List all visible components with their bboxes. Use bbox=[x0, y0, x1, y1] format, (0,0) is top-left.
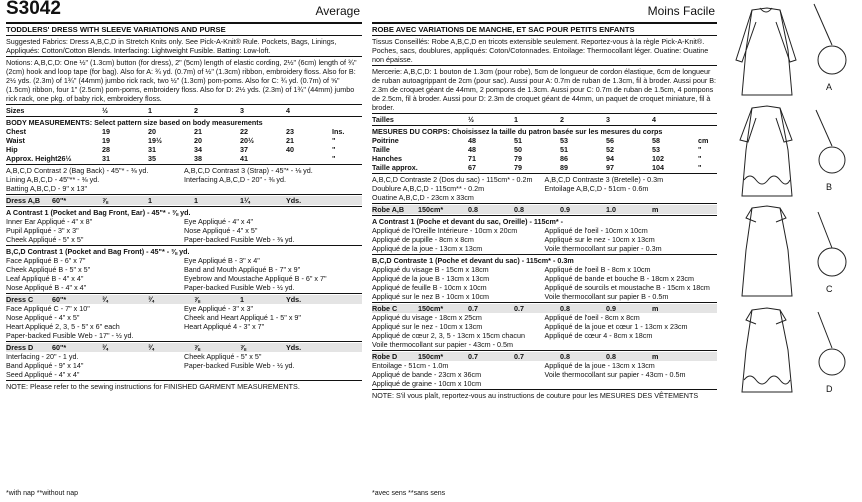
applique-item: Appliqué du visage - 18cm x 25cm bbox=[372, 313, 482, 322]
measurement-label: Approx. Height26½ bbox=[6, 154, 72, 163]
measurement-unit: " bbox=[332, 136, 336, 145]
yardage-value: 0.8 bbox=[606, 352, 616, 361]
measurement-value: 104 bbox=[652, 163, 664, 172]
yardage-label: Dress D bbox=[6, 343, 34, 352]
measurement-value: 34 bbox=[194, 145, 202, 154]
applique-item: Paper-backed Fusible Web - ⅜ yd. bbox=[184, 235, 295, 244]
yardage-unit: m bbox=[652, 205, 659, 214]
yardage-label: Robe C bbox=[372, 304, 398, 313]
contrast-item: A,B,C,D Contrast 3 (Strap) - 45"* - ⅛ yd. bbox=[184, 166, 313, 175]
yardage-unit: m bbox=[652, 304, 659, 313]
yardage-row bbox=[6, 295, 362, 304]
yardage-value: 1¼ bbox=[240, 196, 250, 205]
contrast-fabrics-fr bbox=[372, 175, 717, 202]
yardage-value: 1 bbox=[240, 295, 244, 304]
yardage-unit: Yds. bbox=[286, 295, 302, 304]
yardage-value: 0.7 bbox=[514, 304, 524, 313]
size-cell: 1 bbox=[514, 115, 518, 124]
measurement-value: 40 bbox=[286, 145, 294, 154]
measurement-unit: cm bbox=[698, 136, 709, 145]
view-label-a: A bbox=[826, 82, 833, 92]
measurement-value: 38 bbox=[194, 154, 202, 163]
view-c-illustration bbox=[742, 206, 846, 296]
applique-item: Appliqué de l'oeil B - 8cm x 10cm bbox=[544, 265, 651, 274]
applique-item: Appliqué de cœur 4 - 8cm x 18cm bbox=[544, 331, 653, 340]
pattern-code: S3042 bbox=[6, 0, 61, 19]
nap-footer-fr: *avec sens **sans sens bbox=[372, 490, 446, 497]
section-b-title-fr: B,C,D Contraste 1 (Poche et devant du sac) - 115cm* - 0.3m bbox=[372, 256, 574, 265]
measurement-value: 53 bbox=[560, 136, 568, 145]
measurement-label: Hip bbox=[6, 145, 18, 154]
applique-item: Cheek Appliqué B - 5" x 5" bbox=[6, 265, 91, 274]
measurement-row bbox=[6, 154, 362, 163]
view-label-b: B bbox=[826, 182, 833, 192]
measurement-value bbox=[286, 154, 332, 163]
measurement-value: 31 bbox=[148, 145, 156, 154]
english-header bbox=[6, 0, 362, 24]
measurement-value: 28 bbox=[102, 145, 110, 154]
applique-item: Heart Appliqué 4 - 3" x 7" bbox=[184, 322, 265, 331]
contrast-item: Lining A,B,C,D - 45"** - ⅜ yd. bbox=[6, 175, 100, 184]
applique-item: Entoilage - 51cm - 1.0m bbox=[372, 361, 449, 370]
yardage-unit: Yds. bbox=[286, 343, 302, 352]
contrast-item: Doublure A,B,C,D - 115cm** - 0.2m bbox=[372, 184, 485, 193]
size-cell: ½ bbox=[468, 115, 474, 124]
applique-item: Paper-backed Fusible Web - 17" - ½ yd. bbox=[6, 331, 134, 340]
fabric-width: 60"* bbox=[52, 295, 67, 304]
applique-item: Appliqué de graine - 10cm x 10cm bbox=[372, 379, 482, 388]
measurement-value: 35 bbox=[148, 154, 156, 163]
applique-item: Eye Appliqué B - 3" x 4" bbox=[184, 256, 260, 265]
contrast-item: Interfacing A,B,C,D - 20" - ⅜ yd. bbox=[184, 175, 287, 184]
yardage-value: 0.8 bbox=[560, 352, 570, 361]
measurement-label: Taille approx. bbox=[372, 163, 418, 172]
measurement-unit: " bbox=[698, 163, 702, 172]
applique-item: Band and Mouth Appliqué B - 7" x 9" bbox=[184, 265, 301, 274]
measurement-label: Waist bbox=[6, 136, 25, 145]
yardage-value: ¾ bbox=[102, 343, 108, 352]
applique-item: Appliqué sur le nez - 10cm x 13cm bbox=[372, 322, 483, 331]
measurement-label: Taille bbox=[372, 145, 390, 154]
sizes-row bbox=[372, 115, 717, 124]
measurement-value: 19 bbox=[102, 127, 110, 136]
yardage-unit: Yds. bbox=[286, 196, 302, 205]
english-column bbox=[6, 0, 362, 391]
applique-item: Inner Ear Appliqué - 4" x 8" bbox=[6, 217, 93, 226]
measurement-value: 67 bbox=[468, 163, 476, 172]
yardage-unit: m bbox=[652, 352, 659, 361]
yardage-label: Robe A,B bbox=[372, 205, 405, 214]
measurement-value: 89 bbox=[560, 163, 568, 172]
measurement-row bbox=[6, 145, 362, 154]
fabric-width: 150cm* bbox=[418, 205, 444, 214]
yardage-value: 1 bbox=[194, 196, 198, 205]
yardage-value: 0.8 bbox=[468, 205, 478, 214]
applique-item: Appliqué de feuille B - 10cm x 10cm bbox=[372, 283, 487, 292]
yardage-value: 0.7 bbox=[468, 352, 478, 361]
size-cell: 1 bbox=[148, 106, 152, 115]
yardage-label: Dress C bbox=[6, 295, 34, 304]
measurement-value: 97 bbox=[606, 163, 614, 172]
measurement-unit: " bbox=[698, 154, 702, 163]
size-cell: 3 bbox=[606, 115, 610, 124]
fabric-width: 150cm* bbox=[418, 304, 444, 313]
suggested-fabrics: Suggested Fabrics: Dress A,B,C,D in Stretch Knits only. See Pick-A-Knit® Rule. Pockets, Bags, Linings, Appliqués: Cotton/Cotton Blends. Interfacing: Lightweight Fusible. Batting: Low-loft. bbox=[6, 37, 337, 55]
measurement-unit: Ins. bbox=[332, 127, 345, 136]
contrast-item: Batting A,B,C,D - 9" x 13" bbox=[6, 184, 88, 193]
yardage-value: 0.8 bbox=[514, 205, 524, 214]
measurement-value: 86 bbox=[560, 154, 568, 163]
yardage-value: 0.7 bbox=[514, 352, 524, 361]
applique-item: Nose Appliqué B - 4" x 4" bbox=[6, 283, 87, 292]
applique-item: Appliqué sur le nez - 10cm x 13cm bbox=[544, 235, 655, 244]
applique-item: Appliqué du visage B - 15cm x 18cm bbox=[372, 265, 489, 274]
yardage-row bbox=[6, 196, 362, 205]
contrast-item: A,B,C,D Contrast 2 (Bag Back) - 45"* - ⅜ yd. bbox=[6, 166, 149, 175]
difficulty-level: Average bbox=[315, 4, 360, 18]
yardage-value: 1.0 bbox=[606, 205, 616, 214]
mercerie: Mercerie: A,B,C,D: 1 bouton de 1.3cm (pour robe), 5cm de longueur de cordon élastique, 6cm de longueur de ruban autoagrippant de 2cm (pour sac). Aussi pour A: 0.7m de ruban de 1.3cm, fil à broder. Aussi pour B: 2.3m de croquet géant de 44mm, 2 pompons de 1.3cm. Aussi pour C: 0.7m de ruban de 1.5cm, 4 pompons de 2.5cm, fil à broder. Aussi pour D: 2.3m de croquet géant de 44mm, un paquet de croquet miniature, fil à broder. bbox=[372, 67, 717, 112]
fabric-width: 150cm* bbox=[418, 352, 444, 361]
difficulty-level-fr: Moins Facile bbox=[647, 4, 715, 18]
applique-item: Paper-backed Fusible Web - ½ yd. bbox=[184, 283, 295, 292]
applique-item: Voile thermocollant sur papier - 43cm - 0.5m bbox=[544, 370, 686, 379]
measurement-value: 23 bbox=[286, 127, 294, 136]
nap-footer-en: *with nap **without nap bbox=[6, 490, 78, 497]
applique-item: Heart Appliqué 2, 3, 5 - 5" x 6" each bbox=[6, 322, 120, 331]
applique-item: Paper-backed Fusible Web - ½ yd. bbox=[184, 361, 295, 370]
yardage-value: ¾ bbox=[148, 343, 154, 352]
measurement-value: 21 bbox=[194, 127, 202, 136]
yardage-row bbox=[372, 352, 717, 361]
applique-item: Face Appliqué B - 6" x 7" bbox=[6, 256, 86, 265]
fabric-width: 60"* bbox=[52, 196, 67, 205]
measurement-value: 31 bbox=[102, 154, 110, 163]
mesures-title: MESURES DU CORPS: Choisissez la taille du patron basée sur les mesures du corps bbox=[372, 127, 663, 136]
yardage-value: ⅞ bbox=[240, 343, 246, 352]
applique-item: Leaf Appliqué B - 4" x 4" bbox=[6, 274, 84, 283]
measurement-unit: " bbox=[332, 145, 336, 154]
measurement-label: Chest bbox=[6, 127, 26, 136]
measurement-label: Poitrine bbox=[372, 136, 399, 145]
measurement-label: Hanches bbox=[372, 154, 402, 163]
measurement-row bbox=[6, 136, 362, 145]
view-b-illustration bbox=[740, 106, 845, 196]
applique-item: Eye Appliqué - 4" x 4" bbox=[184, 217, 254, 226]
measurement-value: 41 bbox=[240, 154, 248, 163]
applique-item: Cheek and Heart Appliqué 1 - 5" x 9" bbox=[184, 313, 301, 322]
applique-item: Interfacing - 20" - 1 yd. bbox=[6, 352, 79, 361]
applique-item: Appliqué de l'oeil - 8cm x 8cm bbox=[544, 313, 640, 322]
yardage-value: 0.7 bbox=[468, 304, 478, 313]
yardage-label: Dress A,B bbox=[6, 196, 41, 205]
applique-item: Face Appliqué C - 7" x 10" bbox=[6, 304, 90, 313]
measurement-value: 71 bbox=[468, 154, 476, 163]
finished-note-fr: NOTE: S'il vous plaît, reportez-vous au instructions de couture pour les MESURES DES VÊTEMENTS bbox=[372, 391, 699, 400]
applique-item: Band Appliqué - 9" x 14" bbox=[6, 361, 84, 370]
english-title: TODDLERS' DRESS WITH SLEEVE VARIATIONS AND PURSE bbox=[6, 25, 226, 34]
fabric-width: 60"* bbox=[52, 343, 67, 352]
size-cell: ½ bbox=[102, 106, 108, 115]
applique-item: Appliqué de cœur 2, 3, 5 - 13cm x 15cm chacun bbox=[372, 331, 526, 340]
measurement-row bbox=[372, 145, 717, 154]
yardage-row bbox=[372, 304, 717, 313]
finished-note: NOTE: Please refer to the sewing instructions for FINISHED GARMENT MEASUREMENTS. bbox=[6, 382, 300, 391]
measurement-value: 79 bbox=[514, 154, 522, 163]
measurement-row bbox=[372, 136, 717, 145]
body-measurements-title: BODY MEASUREMENTS: Select pattern size based on body measurements bbox=[6, 118, 263, 127]
applique-item: Appliqué de bande - 23cm x 36cm bbox=[372, 370, 482, 379]
view-d-illustration bbox=[742, 308, 845, 394]
applique-item: Appliqué de bande et bouche B - 18cm x 23cm bbox=[544, 274, 694, 283]
measurement-value: 50 bbox=[514, 145, 522, 154]
measurement-value: 56 bbox=[606, 136, 614, 145]
view-label-d: D bbox=[826, 384, 833, 394]
applique-item: Appliqué sur le nez B - 10cm x 10cm bbox=[372, 292, 490, 301]
applique-item: Appliqué de la joue - 13cm x 13cm bbox=[544, 361, 655, 370]
size-cell: 2 bbox=[194, 106, 198, 115]
contrast-item: Ouatine A,B,C,D - 23cm x 33cm bbox=[372, 193, 474, 202]
contrast-item: Entoilage A,B,C,D - 51cm - 0.6m bbox=[544, 184, 649, 193]
applique-item: Voile thermocollant sur papier B - 0.5m bbox=[544, 292, 669, 301]
sizes-label: Tailles bbox=[372, 115, 394, 124]
measurement-value: 94 bbox=[606, 154, 614, 163]
measurement-value: 19½ bbox=[148, 136, 162, 145]
measurement-value: 48 bbox=[468, 145, 476, 154]
yardage-label: Robe D bbox=[372, 352, 398, 361]
view-a-illustration bbox=[736, 4, 846, 95]
measurement-value: 20 bbox=[194, 136, 202, 145]
measurement-value: 102 bbox=[652, 154, 664, 163]
applique-item: Pupil Appliqué - 3" x 3" bbox=[6, 226, 79, 235]
applique-item: Eye Appliqué - 3" x 3" bbox=[184, 304, 254, 313]
applique-item: Eyebrow and Moustache Appliqué B - 6" x 7" bbox=[184, 274, 327, 283]
section-b-title: B,C,D Contrast 1 (Pocket and Bag Front) - 45"* - ⅜ yd. bbox=[6, 247, 190, 256]
measurement-row bbox=[6, 127, 362, 136]
measurement-value: 53 bbox=[652, 145, 660, 154]
yardage-value: ⅞ bbox=[102, 196, 108, 205]
measurement-row bbox=[372, 163, 717, 172]
tissus-conseilles: Tissus Conseillés: Robe A,B,C,D en tricots extensible seulement. Reportez-vous à la règle Pick-A-Knit®. Poches, sacs, doublures, appliqués: Coton/Cotonnades. Entoilage: Thermocollant léger. Ouatine: Ouatine non épaisse. bbox=[372, 37, 709, 64]
notions: Notions: A,B,C,D: One ½" (1.3cm) button (for dress), 2" (5cm) length of elastic cording, 2½" (6cm) length of ¾" (2cm) hook and loop tape (for bag). Also for A: ¾ yd. (0.7m) of ½" (1.3cm) ribbon, embroidery floss. Also for B: 2½ yds. (2.3m) of 1¾" (44mm) jumbo rick rack, two ½" (1.3cm) pom-poms. Also for C: ¾ yd. (0.7m) of ⅝" (1.5cm) ribbon, four 1" (2.5cm) pom-poms, embroidery floss. Also for D: 2½ yds. (2.3m) of 1¾" (44mm) jumbo rick rack, one pkg. of baby rick, embroidery floss. bbox=[6, 58, 357, 103]
size-cell: 4 bbox=[286, 106, 290, 115]
measurement-value: 48 bbox=[468, 136, 476, 145]
contrast-item: A,B,C,D Contraste 3 (Bretelle) - 0.3m bbox=[544, 175, 664, 184]
size-cell: 4 bbox=[652, 115, 656, 124]
measurement-value: 21 bbox=[286, 136, 294, 145]
applique-item: Appliqué de l'Oreille Intérieure - 10cm x 20cm bbox=[372, 226, 518, 235]
measurement-row bbox=[372, 154, 717, 163]
applique-item: Seed Appliqué - 4" x 4" bbox=[6, 370, 80, 379]
french-column bbox=[372, 0, 717, 400]
applique-item: Voile thermocollant sur papier - 0.3m bbox=[544, 244, 662, 253]
yardage-value: 0.9 bbox=[606, 304, 616, 313]
sizes-row bbox=[6, 106, 362, 115]
applique-item: Nose Appliqué - 4" x 5" bbox=[6, 313, 80, 322]
section-a-title: A Contrast 1 (Pocket and Bag Front, Ear) - 45"* - ⅜ yd. bbox=[6, 208, 191, 217]
measurement-unit: " bbox=[332, 154, 336, 163]
measurement-value: 58 bbox=[652, 136, 660, 145]
view-label-c: C bbox=[826, 284, 833, 294]
measurement-value: 22 bbox=[240, 127, 248, 136]
yardage-value: ¾ bbox=[148, 295, 154, 304]
yardage-value: 0.8 bbox=[560, 304, 570, 313]
applique-item: Nose Appliqué - 4" x 5" bbox=[184, 226, 258, 235]
yardage-value: ⅞ bbox=[194, 343, 200, 352]
measurement-value: 51 bbox=[514, 136, 522, 145]
applique-item: Appliqué de la joue B - 13cm x 13cm bbox=[372, 274, 490, 283]
measurement-value: 79 bbox=[514, 163, 522, 172]
measurement-value: 37 bbox=[240, 145, 248, 154]
applique-item: Cheek Appliqué - 5" x 5" bbox=[184, 352, 262, 361]
yardage-row bbox=[372, 205, 717, 214]
measurement-value: 19 bbox=[102, 136, 110, 145]
applique-item: Appliqué de la joue et cœur 1 - 13cm x 23cm bbox=[544, 322, 688, 331]
applique-item: Appliqué de l'oeil - 10cm x 10cm bbox=[544, 226, 648, 235]
measurement-value: 20 bbox=[148, 127, 156, 136]
measurement-value: 52 bbox=[606, 145, 614, 154]
sizes-label: Sizes bbox=[6, 106, 25, 115]
applique-item: Appliqué de pupille - 8cm x 8cm bbox=[372, 235, 474, 244]
contrast-item: A,B,C,D Contraste 2 (Dos du sac) - 115cm* - 0.2m bbox=[372, 175, 533, 184]
french-title: ROBE AVEC VARIATIONS DE MANCHE, ET SAC POUR PETITS ENFANTS bbox=[372, 25, 635, 34]
yardage-value: ⅞ bbox=[194, 295, 200, 304]
measurement-unit: " bbox=[698, 145, 702, 154]
measurement-value: 51 bbox=[560, 145, 568, 154]
applique-item: Voile thermocollant sur papier - 43cm - 0.5m bbox=[372, 340, 514, 349]
contrast-fabrics bbox=[6, 166, 362, 193]
garment-illustrations bbox=[722, 0, 862, 502]
yardage-value: 1 bbox=[148, 196, 152, 205]
yardage-value: 0.9 bbox=[560, 205, 570, 214]
applique-item: Appliqué de la joue - 13cm x 13cm bbox=[372, 244, 483, 253]
applique-item: Cheek Appliqué - 5" x 5" bbox=[6, 235, 84, 244]
yardage-value: ¾ bbox=[102, 295, 108, 304]
section-a-title-fr: A Contrast 1 (Poche et devant du sac, Oreille) - 115cm* - bbox=[372, 217, 564, 226]
size-cell: 3 bbox=[240, 106, 244, 115]
yardage-row bbox=[6, 343, 362, 352]
french-header bbox=[372, 0, 717, 24]
size-cell: 2 bbox=[560, 115, 564, 124]
measurement-value: 20½ bbox=[240, 136, 254, 145]
applique-item: Appliqué de sourcils et moustache B - 15cm x 18cm bbox=[544, 283, 710, 292]
